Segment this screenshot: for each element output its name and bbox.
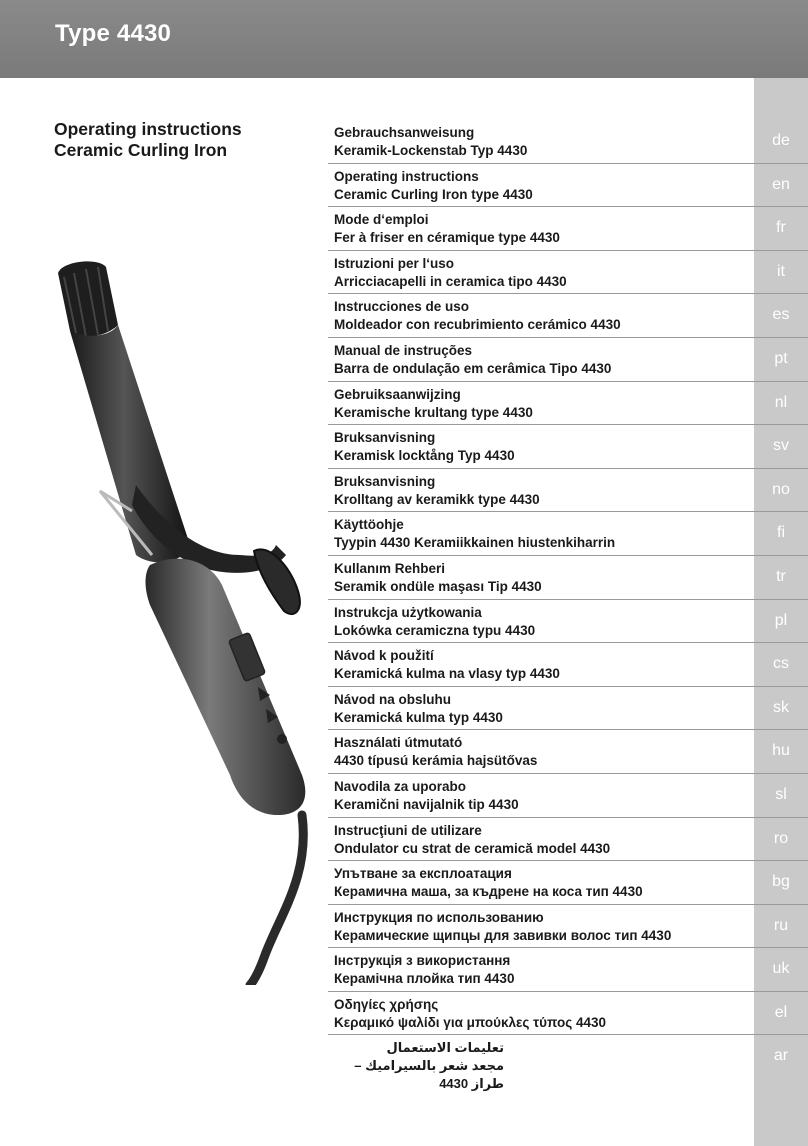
language-code-bg[interactable]: bg [772, 873, 790, 891]
language-title: Інструкція з використання [334, 953, 511, 969]
language-subtitle: Керамические щипцы для завивки волос тип 4430 [334, 927, 672, 943]
language-entry-pl[interactable] [328, 600, 808, 644]
language-entry-sl[interactable] [328, 774, 808, 818]
language-subtitle: Keramická kulma typ 4430 [334, 709, 503, 725]
language-entry-fi[interactable] [328, 512, 808, 556]
language-title: Инструкция по использованию [334, 909, 544, 925]
language-entry-uk[interactable] [328, 948, 808, 992]
language-subtitle: Arricciacapelli in ceramica tipo 4430 [334, 273, 567, 289]
language-subtitle: Keramische krultang type 4430 [334, 404, 533, 420]
language-title: Navodila za uporabo [334, 778, 467, 794]
language-title: Operating instructions [334, 168, 479, 184]
language-subtitle: Керамична маша, за къдрене на коса тип 4430 [334, 884, 643, 900]
language-subtitle: Керамічна плойка тип 4430 [334, 971, 515, 987]
language-entry-en[interactable] [328, 164, 808, 208]
language-subtitle: Keramická kulma na vlasy typ 4430 [334, 666, 560, 682]
language-code-es[interactable]: es [772, 306, 790, 324]
barrel-tip [58, 261, 118, 336]
curling-iron-illustration [40, 255, 320, 985]
language-code-sv[interactable]: sv [773, 437, 789, 455]
language-subtitle: Ceramic Curling Iron type 4430 [334, 186, 533, 202]
language-entry-bg[interactable] [328, 861, 808, 905]
language-title: Bruksanvisning [334, 430, 436, 446]
language-code-fr[interactable]: fr [776, 219, 786, 237]
language-code-nl[interactable]: nl [774, 393, 788, 411]
language-title: Instrucţiuni de utilizare [334, 822, 482, 838]
language-code-hu[interactable]: hu [772, 742, 790, 760]
language-code-cs[interactable]: cs [773, 655, 789, 673]
language-title: Návod k použití [334, 648, 434, 664]
language-code-sk[interactable]: sk [773, 698, 789, 716]
language-title: Упътване за експлоатация [334, 866, 512, 882]
language-code-el[interactable]: el [774, 1003, 788, 1021]
language-code-fi[interactable]: fi [777, 524, 785, 542]
language-entry-it[interactable] [328, 251, 808, 295]
language-index [328, 120, 808, 1092]
language-entry-fr[interactable] [328, 207, 808, 251]
header-bar [0, 0, 808, 78]
intro-line-1: Operating instructions [54, 119, 242, 139]
language-entry-sk[interactable] [328, 687, 808, 731]
language-entry-ar[interactable] [328, 1035, 808, 1092]
arabic-text-block [334, 1039, 504, 1093]
language-title: Kullanım Rehberi [334, 560, 446, 576]
language-subtitle: Barra de ondulação em cerâmica Tipo 4430 [334, 360, 612, 376]
language-entry-sv[interactable] [328, 425, 808, 469]
language-subtitle: Keramisk locktång Typ 4430 [334, 448, 515, 464]
intro-heading [54, 119, 242, 161]
intro-line-2: Ceramic Curling Iron [54, 140, 228, 160]
language-code-pt[interactable]: pt [774, 349, 788, 367]
language-code-en[interactable]: en [772, 175, 790, 193]
language-entry-hu[interactable] [328, 730, 808, 774]
language-subtitle: Keramik-Lockenstab Typ 4430 [334, 143, 528, 158]
language-entry-pt[interactable] [328, 338, 808, 382]
language-title: Käyttöohje [334, 517, 404, 533]
language-code-de[interactable]: de [772, 132, 790, 149]
language-title: تعليمات الاستعمال [386, 1040, 504, 1056]
clamp-lever [254, 549, 300, 614]
language-title: Manual de instruções [334, 342, 473, 358]
power-button [277, 734, 287, 744]
language-entry-no[interactable] [328, 469, 808, 513]
power-cord [250, 815, 303, 985]
language-code-ar[interactable]: ar [773, 1047, 789, 1065]
language-subtitle: Κεραμικό ψαλίδι για μπούκλες τύπος 4430 [334, 1014, 607, 1030]
language-subtitle: 4430 típusú kerámia hajsütővas [334, 753, 538, 769]
language-title: Mode d‘emploi [334, 212, 429, 228]
language-code-ru[interactable]: ru [773, 916, 789, 934]
language-title: Gebrauchsanweisung [334, 125, 475, 140]
language-subtitle: Ondulator cu strat de ceramică model 4430 [334, 840, 611, 856]
language-code-uk[interactable]: uk [772, 960, 790, 978]
language-code-tr[interactable]: tr [776, 567, 786, 585]
language-subtitle: Seramik ondüle maşası Tip 4430 [334, 578, 542, 594]
language-entry-cs[interactable] [328, 643, 808, 687]
language-title: Οδηγίες χρήσης [334, 996, 439, 1012]
language-title: Návod na obsluhu [334, 691, 452, 707]
language-code-it[interactable]: it [777, 262, 785, 280]
language-title: Instrucciones de uso [334, 299, 470, 315]
language-subtitle: Fer à friser en céramique type 4430 [334, 230, 560, 246]
language-entry-nl[interactable] [328, 382, 808, 426]
language-subtitle: Keramični navijalnik tip 4430 [334, 796, 519, 812]
language-code-pl[interactable]: pl [774, 611, 788, 629]
language-entry-ru[interactable] [328, 905, 808, 949]
language-subtitle: مجعد شعر بالسيراميك – طراز 4430 [354, 1058, 504, 1092]
language-title: Gebruiksaanwijzing [334, 386, 461, 402]
language-title: Bruksanvisning [334, 473, 436, 489]
language-code-no[interactable]: no [772, 480, 790, 498]
language-entry-es[interactable] [328, 294, 808, 338]
page-title: Type 4430 [55, 20, 172, 47]
language-code-ro[interactable]: ro [773, 829, 789, 847]
language-entry-el[interactable] [328, 992, 808, 1036]
language-entry-tr[interactable] [328, 556, 808, 600]
language-subtitle: Krolltang av keramikk type 4430 [334, 491, 540, 507]
language-code-sl[interactable]: sl [775, 785, 787, 803]
language-title: Istruzioni per l‘uso [334, 255, 455, 271]
language-subtitle: Tyypin 4430 Keramiikkainen hiustenkiharrin [334, 535, 616, 551]
language-entry-de[interactable] [328, 120, 808, 164]
language-title: Instrukcja użytkowania [334, 604, 482, 620]
language-entry-ro[interactable] [328, 818, 808, 862]
language-subtitle: Lokówka ceramiczna typu 4430 [334, 622, 536, 638]
language-subtitle: Moldeador con recubrimiento cerámico 4430 [334, 317, 621, 333]
language-title: Használati útmutató [334, 735, 463, 751]
